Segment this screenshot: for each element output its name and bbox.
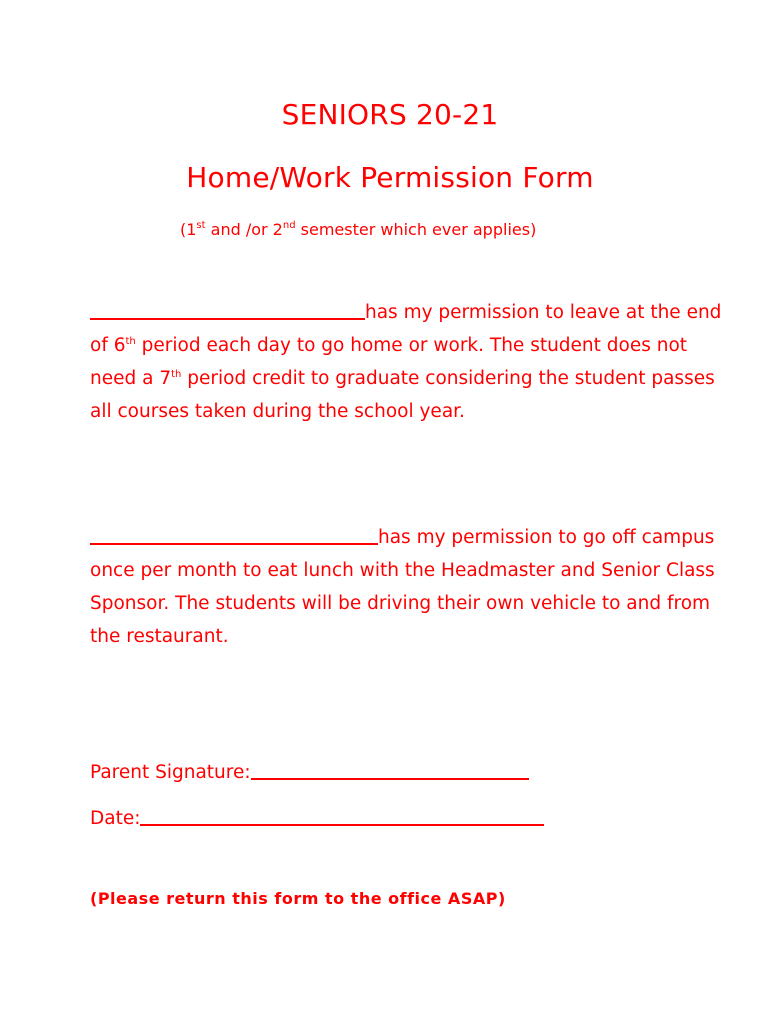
date-row xyxy=(90,810,544,829)
semester-note-open: (1 xyxy=(180,220,197,239)
page-title: SENIORS 20-21 xyxy=(281,98,499,131)
student-name-blank-1[interactable] xyxy=(90,317,365,320)
semester-note-sup-2: nd xyxy=(282,220,296,231)
date-blank[interactable] xyxy=(140,823,544,826)
parent-signature-blank[interactable] xyxy=(251,777,529,780)
parent-signature-row xyxy=(90,764,529,783)
semester-note-close: semester which ever applies) xyxy=(295,220,537,239)
paragraph2-text: has my permission to go off campus once per month to eat lunch with the Headmaster and Senior Class Sponsor. The students will be driving their own vehicle to and from the restaurant. xyxy=(90,527,715,647)
semester-note-sup-1: st xyxy=(196,220,206,231)
lunch-permission-paragraph xyxy=(90,521,730,653)
form-title: Home/Work Permission Form xyxy=(186,161,594,194)
semester-note xyxy=(180,222,536,238)
return-note: (Please return this form to the office ASAP) xyxy=(90,889,506,908)
paragraph1-text-3: period credit to graduate considering the student passes all courses taken during the school year. xyxy=(90,368,715,422)
date-label: Date: xyxy=(90,808,141,829)
paragraph1-sup-1: th xyxy=(125,336,136,347)
student-name-blank-2[interactable] xyxy=(90,542,378,545)
paragraph1-text-1: has my permission to leave at the end of 6 xyxy=(90,302,722,356)
semester-note-mid: and /or 2 xyxy=(205,220,283,239)
paragraph1-text-2: period each day to go home or work. The student does not need a 7 xyxy=(90,335,688,389)
home-work-permission-paragraph xyxy=(90,296,730,428)
paragraph1-sup-2: th xyxy=(171,369,182,380)
parent-signature-label: Parent Signature: xyxy=(90,762,251,783)
